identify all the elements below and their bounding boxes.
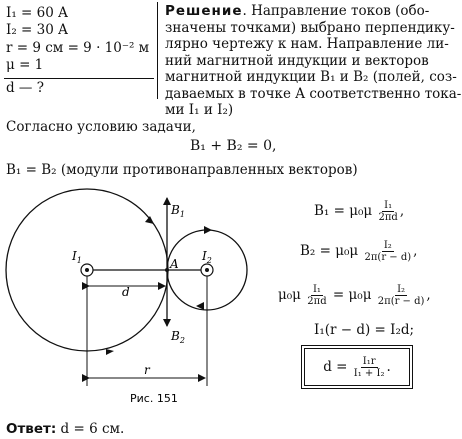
point-a	[165, 268, 169, 272]
circle1-direction-arrow-top	[145, 216, 154, 224]
solution-line-3: лярно чертежу к нам. Направление ли-	[165, 36, 449, 52]
label-r: r	[144, 363, 150, 377]
solution-line-5: магнитной индукции B₁ и B₂ (полей, соз-	[165, 69, 457, 85]
circle2-direction-arrow-top	[204, 226, 212, 234]
given-find: d — ?	[6, 80, 44, 96]
given-mu: μ = 1	[6, 57, 44, 73]
formula-result-fraction: $\frac{\text{I₁r}}{\text{I₁ + I₂}}$	[353, 355, 385, 379]
formula-b2-fraction: $\frac{\text{I₂}}{2\pi(r - d)}$	[364, 240, 412, 263]
solution-line-1: . Направление токов (обо-	[242, 3, 430, 19]
label-b1: $B_1$	[171, 203, 185, 219]
condition-text: Согласно условию задачи,	[6, 119, 196, 135]
formula-equality-fraction-left: $\frac{\text{I₁}}{2\pi d}$	[307, 284, 327, 307]
label-i2: $I_2$	[202, 249, 212, 265]
label-i1: $I_1$	[72, 249, 82, 265]
formula-b2: B₂ = μ₀μ $\frac{\text{I₂}}{2\pi(r - d)}$ ,	[300, 240, 418, 263]
formula-proportion: I₁(r − d) = I₂d;	[314, 322, 415, 338]
given-divider	[4, 78, 154, 79]
answer-label: Ответ:	[6, 421, 57, 437]
current-i1-dot	[85, 268, 89, 272]
solution-block	[165, 3, 460, 119]
solution-line-2: значены точками) выбрано перпендику-	[165, 19, 455, 36]
moduli-note: B₁ = B₂ (модули противонаправленных векторов)	[6, 162, 358, 178]
formula-equality-fraction-right: $\frac{\text{I₂}}{2\pi(r - d)}$	[377, 284, 425, 307]
given-vertical-rule	[157, 2, 158, 99]
current-i2-dot	[205, 268, 209, 272]
field-diagram	[0, 180, 270, 420]
formula-equality: μ₀μ $\frac{\text{I₁}}{2\pi d}$ = μ₀μ $\frac{\text{I₂}}{2\pi(r - d)}$ ,	[278, 284, 431, 307]
formula-b1-fraction: $\frac{\text{I₁}}{2\pi d}$	[378, 200, 398, 223]
label-b2: $B_2$	[171, 329, 185, 345]
solution-line-4: ний магнитной индукции и векторов	[165, 52, 429, 69]
vector-sum-equation: B₁ + B₂ = 0,	[190, 138, 277, 154]
label-d: d	[122, 285, 130, 299]
formula-result-box: d = $\frac{\text{I₁r}}{\text{I₁ + I₂}}$ .	[304, 348, 410, 386]
given-i2: I₂ = 30 A	[6, 22, 68, 38]
solution-heading: Решение	[165, 3, 243, 19]
solution-line-7: ми I₁ и I₂)	[165, 102, 234, 118]
figure-caption: Рис. 151	[130, 392, 178, 405]
given-r: r = 9 см = 9 · 10⁻² м	[6, 40, 150, 56]
label-a: A	[170, 257, 179, 271]
answer-line	[6, 421, 124, 438]
solution-line-6: даваемых в точке A соответственно тока-	[165, 85, 462, 102]
given-i1: I₁ = 60 A	[6, 5, 68, 21]
formula-b1: B₁ = μ₀μ $\frac{\text{I₁}}{2\pi d}$ ,	[314, 200, 405, 223]
answer-value: d = 6 см.	[60, 421, 125, 437]
circle1-direction-arrow-bottom	[106, 349, 114, 355]
